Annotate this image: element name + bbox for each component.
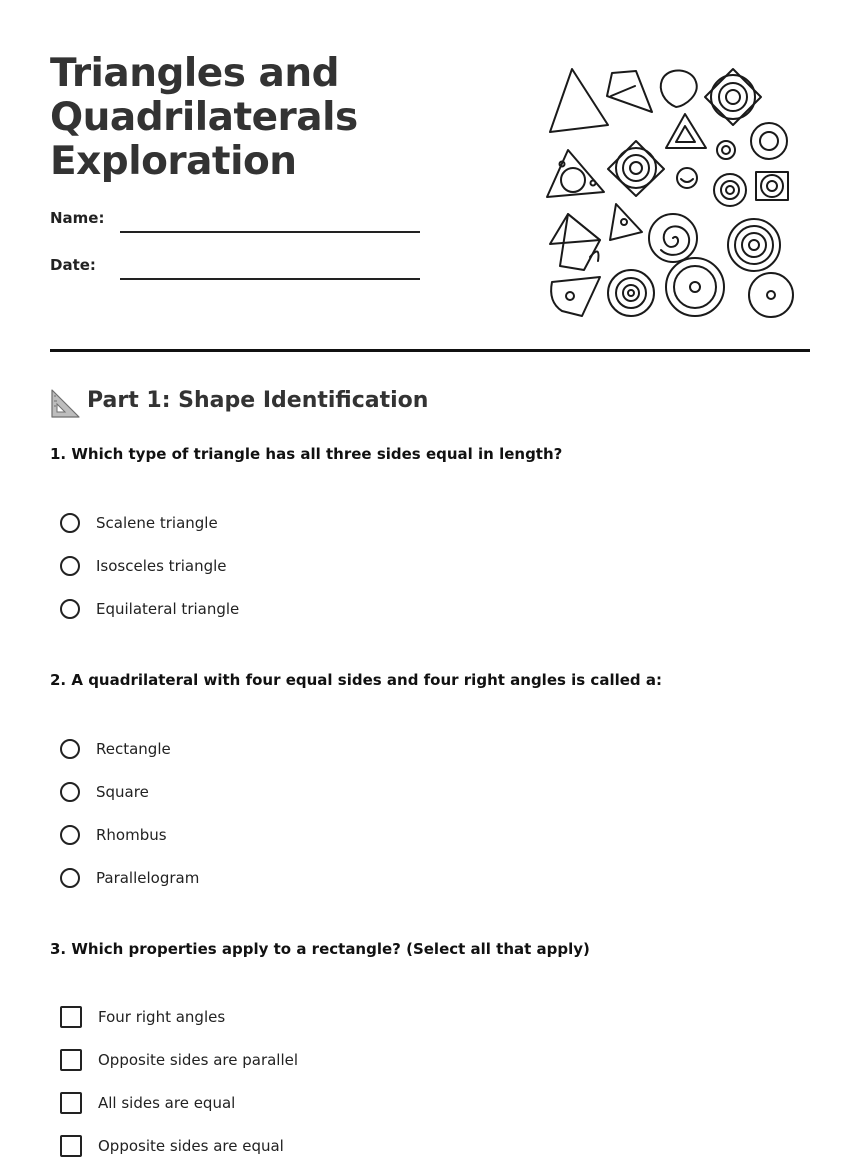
q3-option-opposite-parallel[interactable] (60, 1047, 298, 1073)
radio-button[interactable] (60, 825, 80, 845)
question-3: 3. Which properties apply to a rectangle? (Select all that apply) (50, 940, 590, 958)
name-label: Name: (50, 209, 105, 227)
q3-option-four-right-angles[interactable] (60, 1004, 225, 1030)
option-label: Opposite sides are equal (98, 1137, 284, 1155)
option-label: Rhombus (96, 826, 167, 844)
q2-option-square[interactable] (60, 779, 149, 805)
option-label: Equilateral triangle (96, 600, 240, 618)
option-label: Four right angles (98, 1008, 226, 1026)
option-label: Scalene triangle (96, 514, 218, 532)
q3-option-opposite-equal[interactable] (60, 1133, 284, 1159)
option-label: Rectangle (96, 740, 171, 758)
option-label: Parallelogram (96, 869, 200, 887)
radio-button[interactable] (60, 739, 80, 759)
radio-button[interactable] (60, 599, 80, 619)
option-label: Isosceles triangle (96, 557, 227, 575)
q1-option-equilateral[interactable] (60, 596, 239, 622)
option-label: All sides are equal (98, 1094, 236, 1112)
checkbox[interactable] (60, 1006, 82, 1028)
q3-option-all-sides-equal[interactable] (60, 1090, 235, 1116)
q1-option-scalene[interactable] (60, 510, 218, 536)
q2-option-rhombus[interactable] (60, 822, 167, 848)
radio-button[interactable] (60, 556, 80, 576)
name-field[interactable] (120, 231, 420, 233)
q2-option-rectangle[interactable] (60, 736, 171, 762)
section-title: Part 1: Shape Identification (87, 388, 429, 413)
checkbox[interactable] (60, 1092, 82, 1114)
radio-button[interactable] (60, 868, 80, 888)
set-square-icon (50, 388, 80, 418)
date-label: Date: (50, 256, 96, 274)
header-divider (50, 349, 810, 352)
worksheet-title: Triangles and Quadrilaterals Exploration (50, 51, 358, 184)
q2-option-parallelogram[interactable] (60, 865, 199, 891)
radio-button[interactable] (60, 513, 80, 533)
date-field[interactable] (120, 278, 420, 280)
shapes-doodle-icon (540, 62, 800, 324)
option-label: Square (96, 783, 149, 801)
option-label: Opposite sides are parallel (98, 1051, 299, 1069)
radio-button[interactable] (60, 782, 80, 802)
checkbox[interactable] (60, 1135, 82, 1157)
q1-option-isosceles[interactable] (60, 553, 227, 579)
question-1: 1. Which type of triangle has all three sides equal in length? (50, 445, 563, 463)
question-2: 2. A quadrilateral with four equal sides and four right angles is called a: (50, 671, 662, 689)
checkbox[interactable] (60, 1049, 82, 1071)
